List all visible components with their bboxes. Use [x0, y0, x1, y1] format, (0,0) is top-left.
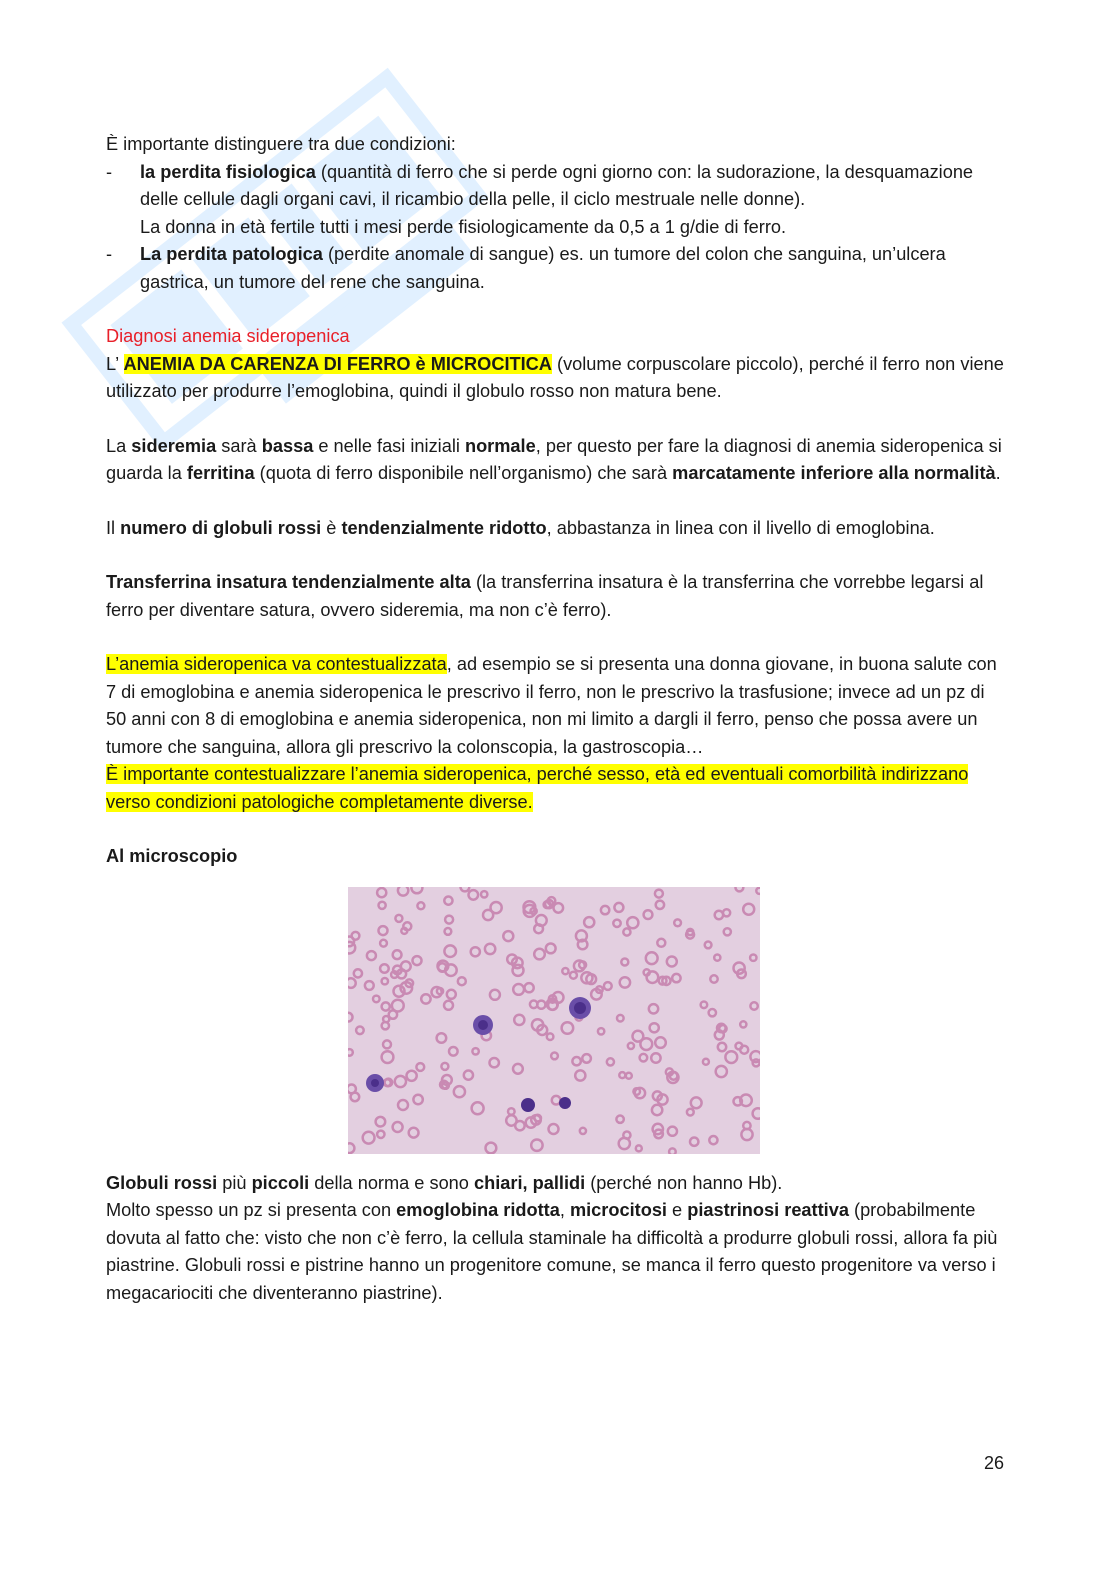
paragraph-globuli: [106, 515, 1006, 543]
text-span: più: [217, 1172, 252, 1193]
text-span: (perché non hanno Hb).: [585, 1172, 783, 1193]
text-span: L’: [106, 353, 124, 374]
highlight-text: È importante contestualizzare l’anemia sideropenica, perché sesso, età ed eventuali comorbilità indirizzano verso condizioni patologiche completamente diverse.: [106, 764, 969, 812]
text-span: Molto spesso un pz si presenta con: [106, 1200, 397, 1220]
bold-text: microcitosi: [569, 1200, 667, 1220]
bold-text: bassa: [261, 435, 314, 456]
page-number: 26: [983, 1453, 1004, 1473]
intro-text: È importante distinguere tra due condizioni:: [106, 134, 456, 154]
text-span: Il: [106, 517, 121, 538]
text-span: sarà: [216, 435, 262, 456]
text-span: e nelle fasi iniziali: [313, 435, 465, 456]
bold-text: marcatamente inferiore alla normalità: [672, 463, 996, 483]
paragraph-microcitica: [106, 351, 1006, 406]
highlight-text: L’anemia sideropenica va contestualizzata: [106, 654, 447, 674]
bold-text: piccoli: [251, 1172, 310, 1193]
list-item-text: (perdite anomale di sangue) es. un tumore del colon che sanguina, un’ulcera gastrica, un tumore del rene che sanguina.: [140, 244, 946, 292]
bold-text: chiari, pallidi: [473, 1172, 586, 1193]
text-span: (probabilmente dovuta al fatto che: visto che non c’è ferro, la cellula staminale ha difficoltà a produrre globuli rossi, allora fa più piastrine. Globuli rossi e pistrine hanno un progenitore comune, se manca il ferro questo progenitore va verso i megacariociti che diventeranno piastrine).: [106, 1200, 998, 1303]
bold-text: Transferrina insatura tendenzialmente alta: [106, 572, 471, 592]
microscope-title: [106, 843, 1006, 871]
list-dash: -: [106, 161, 113, 182]
list-item: [106, 241, 1006, 296]
text-span: della norma e sono: [309, 1172, 474, 1193]
text-span: , abbastanza in linea con il livello di emoglobina.: [546, 517, 935, 538]
bold-text: ferritina: [186, 463, 255, 483]
text-span: (quota di ferro disponibile nell’organismo) che sarà: [254, 463, 673, 483]
bold-text: numero di globuli rossi: [120, 517, 322, 538]
bold-text: emoglobina ridotta: [396, 1200, 560, 1220]
list-item-bold: la perdita fisiologica: [140, 161, 316, 182]
list-item-extra: La donna in età fertile tutti i mesi perde fisiologicamente da 0,5 a 1 g/die di ferro.: [140, 216, 787, 237]
paragraph-aspetto: [106, 1170, 1006, 1198]
text-span: , per questo per fare la diagnosi di anemia sideropenica si guarda la: [106, 435, 1002, 483]
blood-smear-image: [348, 887, 760, 1154]
paragraph-contesto: [106, 651, 1006, 761]
bold-text: normale: [464, 435, 536, 456]
bold-text: Al microscopio: [106, 846, 238, 866]
text-span: ,: [559, 1200, 570, 1220]
bold-text: piastrinosi reattiva: [687, 1200, 849, 1220]
list-item: [106, 159, 1006, 242]
paragraph-sideremia: [106, 433, 1006, 488]
bold-text: sideremia: [131, 435, 217, 456]
list-item-bold: La perdita patologica: [140, 244, 323, 264]
page-content: [106, 131, 1006, 1307]
text-span: La: [106, 435, 132, 456]
text-span: (volume corpuscolare piccolo), perché il ferro non viene utilizzato per produrre l’emoglobina, quindi il globulo rosso non matura bene.: [106, 353, 1004, 401]
text-span: e: [666, 1200, 688, 1220]
text-span: , ad esempio se si presenta una donna giovane, in buona salute con 7 di emoglobina e anemia sideropenica le prescrivo il ferro, non le prescrivo la trasfusione; invece ad un pz di 50 anni con 8 di emoglobina e anemia sideropenica, non mi limito a dargli il ferro, penso che possa avere un tumore che sanguina, allora gli prescrivo la colonscopia, la gastroscopia…: [106, 654, 997, 757]
paragraph-piastrinosi: [106, 1197, 1006, 1307]
paragraph-contesto-highlight: [106, 761, 1006, 816]
text-span: (la transferrina insatura è la transferrina che vorrebbe legarsi al ferro per diventare satura, ovvero sideremia, ma non c’è ferro).: [106, 572, 984, 620]
section-title: Diagnosi anemia sideropenica: [106, 326, 350, 346]
paragraph-transferrina: [106, 569, 1006, 624]
list-item-text: (quantità di ferro che si perde ogni giorno con: la sudorazione, la desquamazione delle cellule dagli organi cavi, il ricambio della pelle, il ciclo mestruale nelle donne).: [140, 161, 974, 209]
highlight-text: ANEMIA DA CARENZA DI FERRO è MICROCITICA: [123, 353, 552, 374]
text-span: .: [995, 463, 1001, 483]
bold-text: Globuli rossi: [106, 1172, 218, 1193]
text-span: è: [321, 517, 342, 538]
bold-text: tendenzialmente ridotto: [341, 517, 547, 538]
list-dash: -: [106, 244, 113, 264]
